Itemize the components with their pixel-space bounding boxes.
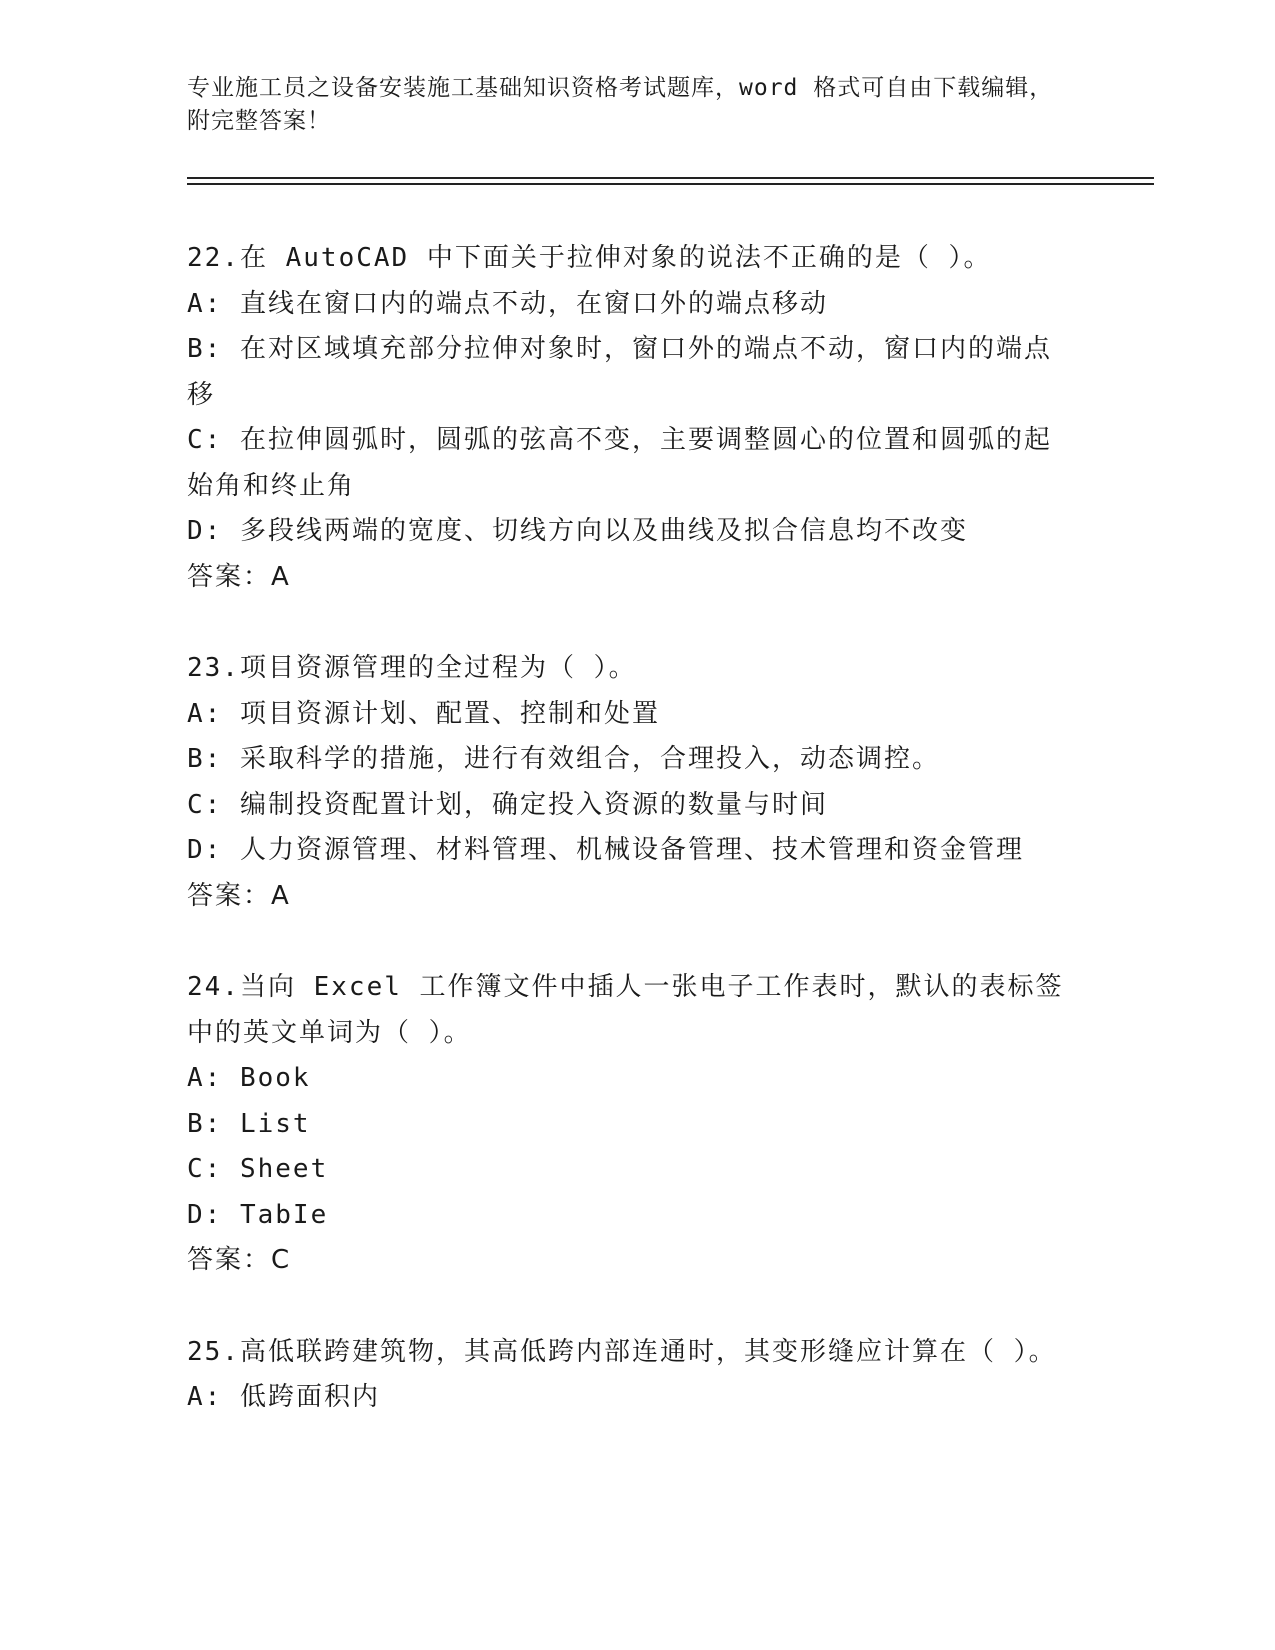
question-23: [187, 646, 1077, 919]
option-b: B: List: [187, 1108, 311, 1139]
header-line-1: 专业施工员之设备安装施工基础知识资格考试题库，word 格式可自由下载编辑，: [187, 75, 1054, 101]
header-divider-bottom: [187, 183, 1154, 185]
option-a: A: 项目资源计划、配置、控制和处置: [187, 698, 660, 729]
option-a: A: 低跨面积内: [187, 1382, 380, 1412]
option-c: C: 编制投资配置计划，确定投入资源的数量与时间: [187, 789, 828, 820]
question-25: [187, 1330, 1077, 1421]
question-stem: 25.高低联跨建筑物，其高低跨内部连通时，其变形缝应计算在（ ）。: [187, 1336, 1057, 1367]
answer: 答案：A: [187, 880, 291, 911]
option-b: B: 采取科学的措施，进行有效组合，合理投入，动态调控。: [187, 744, 940, 774]
answer: 答案：A: [187, 561, 291, 592]
option-a: A: Book: [187, 1063, 311, 1093]
question-24: [187, 965, 1077, 1284]
option-d: D: 多段线两端的宽度、切线方向以及曲线及拟合信息均不改变: [187, 516, 968, 546]
document-header: [187, 72, 1087, 138]
header-line-2: 附完整答案！: [187, 108, 331, 134]
question-stem: 22.在 AutoCAD 中下面关于拉伸对象的说法不正确的是（ ）。: [187, 243, 992, 273]
question-22: [187, 236, 1077, 600]
header-divider-top: [187, 177, 1154, 179]
option-c: C: 在拉伸圆弧时，圆弧的弦高不变，主要调整圆心的位置和圆弧的起始角和终止角: [187, 425, 1052, 501]
question-stem: 23.项目资源管理的全过程为（ ）。: [187, 653, 637, 683]
question-stem: 24.当向 Excel 工作簿文件中插人一张电子工作表时，默认的表标签中的英文单词为（ ）。: [187, 972, 1064, 1048]
answer: 答案：C: [187, 1245, 292, 1275]
option-b: B: 在对区域填充部分拉伸对象时，窗口外的端点不动，窗口内的端点移: [187, 334, 1052, 410]
option-c: C: Sheet: [187, 1154, 329, 1184]
option-d: D: TabIe: [187, 1199, 329, 1230]
option-a: A: 直线在窗口内的端点不动，在窗口外的端点移动: [187, 288, 828, 319]
option-d: D: 人力资源管理、材料管理、机械设备管理、技术管理和资金管理: [187, 835, 1024, 865]
question-list: [187, 236, 1077, 1467]
